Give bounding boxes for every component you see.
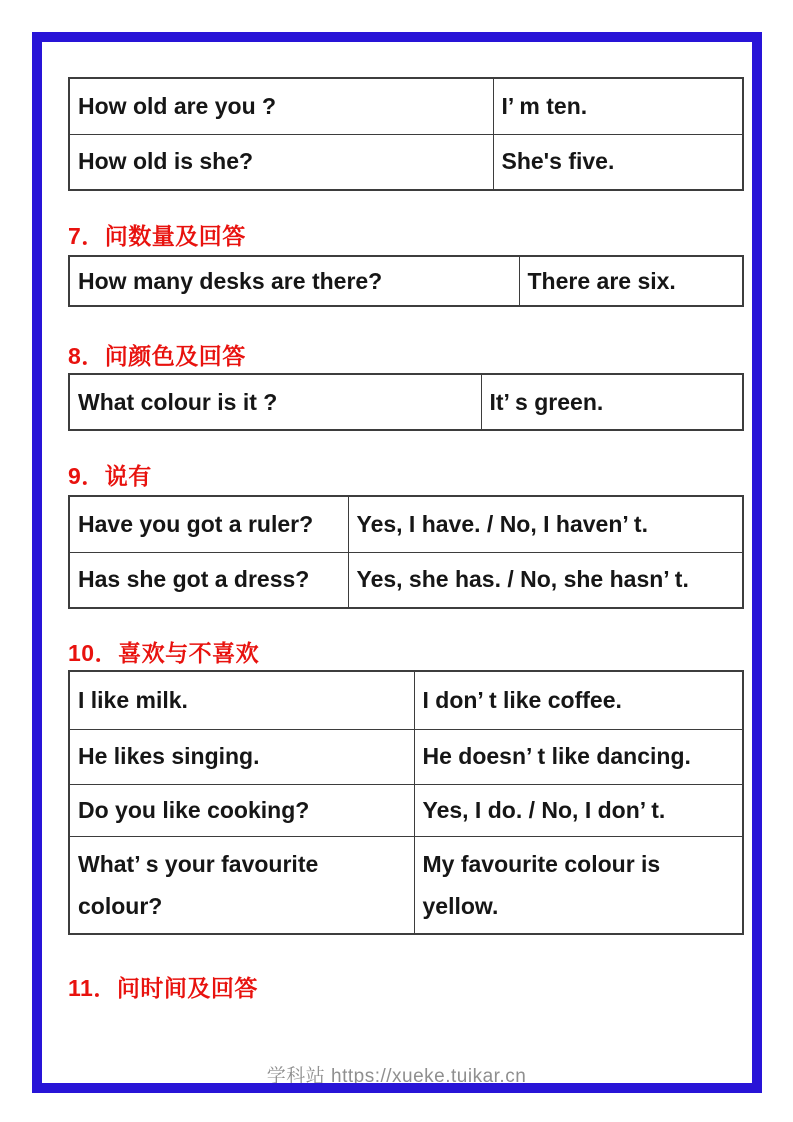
qa-table: [68, 495, 744, 609]
table-row: [69, 671, 743, 729]
section-heading: 7．问数量及回答: [68, 223, 246, 249]
qa-cell-answer: Yes, I do. / No, I don’ t.: [414, 784, 743, 836]
table-row: [69, 836, 743, 934]
table-row: [69, 729, 743, 784]
qa-cell-question: Has she got a dress?: [69, 552, 348, 608]
qa-cell-answer: There are six.: [519, 256, 743, 306]
qa-cell-answer: My favourite colour is yellow.: [414, 836, 743, 934]
qa-cell-question: How old is she?: [69, 134, 493, 190]
qa-table: [68, 77, 744, 191]
qa-cell-question: How old are you ?: [69, 78, 493, 134]
section-heading: 11．问时间及回答: [68, 975, 258, 1001]
table-row: [69, 256, 743, 306]
qa-cell-answer: She's five.: [493, 134, 743, 190]
qa-cell-question: How many desks are there?: [69, 256, 519, 306]
qa-table: [68, 373, 744, 431]
qa-cell-question: What colour is it ?: [69, 374, 481, 430]
qa-table: [68, 670, 744, 935]
qa-cell-answer: It’ s green.: [481, 374, 743, 430]
qa-cell-answer: Yes, I have. / No, I haven’ t.: [348, 496, 743, 552]
section-heading: 8．问颜色及回答: [68, 343, 246, 369]
qa-cell-question: What’ s your favourite colour?: [69, 836, 414, 934]
qa-cell-answer: Yes, she has. / No, she hasn’ t.: [348, 552, 743, 608]
table-row: [69, 78, 743, 134]
qa-cell-question: Have you got a ruler?: [69, 496, 348, 552]
table-row: [69, 374, 743, 430]
table-row: [69, 552, 743, 608]
table-row: [69, 784, 743, 836]
document-content: [68, 77, 744, 1001]
table-row: [69, 496, 743, 552]
qa-table: [68, 255, 744, 307]
qa-cell-answer: He doesn’ t like dancing.: [414, 729, 743, 784]
qa-cell-question: Do you like cooking?: [69, 784, 414, 836]
section-heading: 10．喜欢与不喜欢: [68, 640, 260, 666]
qa-cell-answer: I’ m ten.: [493, 78, 743, 134]
qa-cell-answer: I don’ t like coffee.: [414, 671, 743, 729]
section-heading: 9．说有: [68, 463, 152, 489]
table-row: [69, 134, 743, 190]
qa-cell-question: He likes singing.: [69, 729, 414, 784]
qa-cell-question: I like milk.: [69, 671, 414, 729]
watermark: 学科站 https://xueke.tuikar.cn: [266, 1066, 527, 1087]
